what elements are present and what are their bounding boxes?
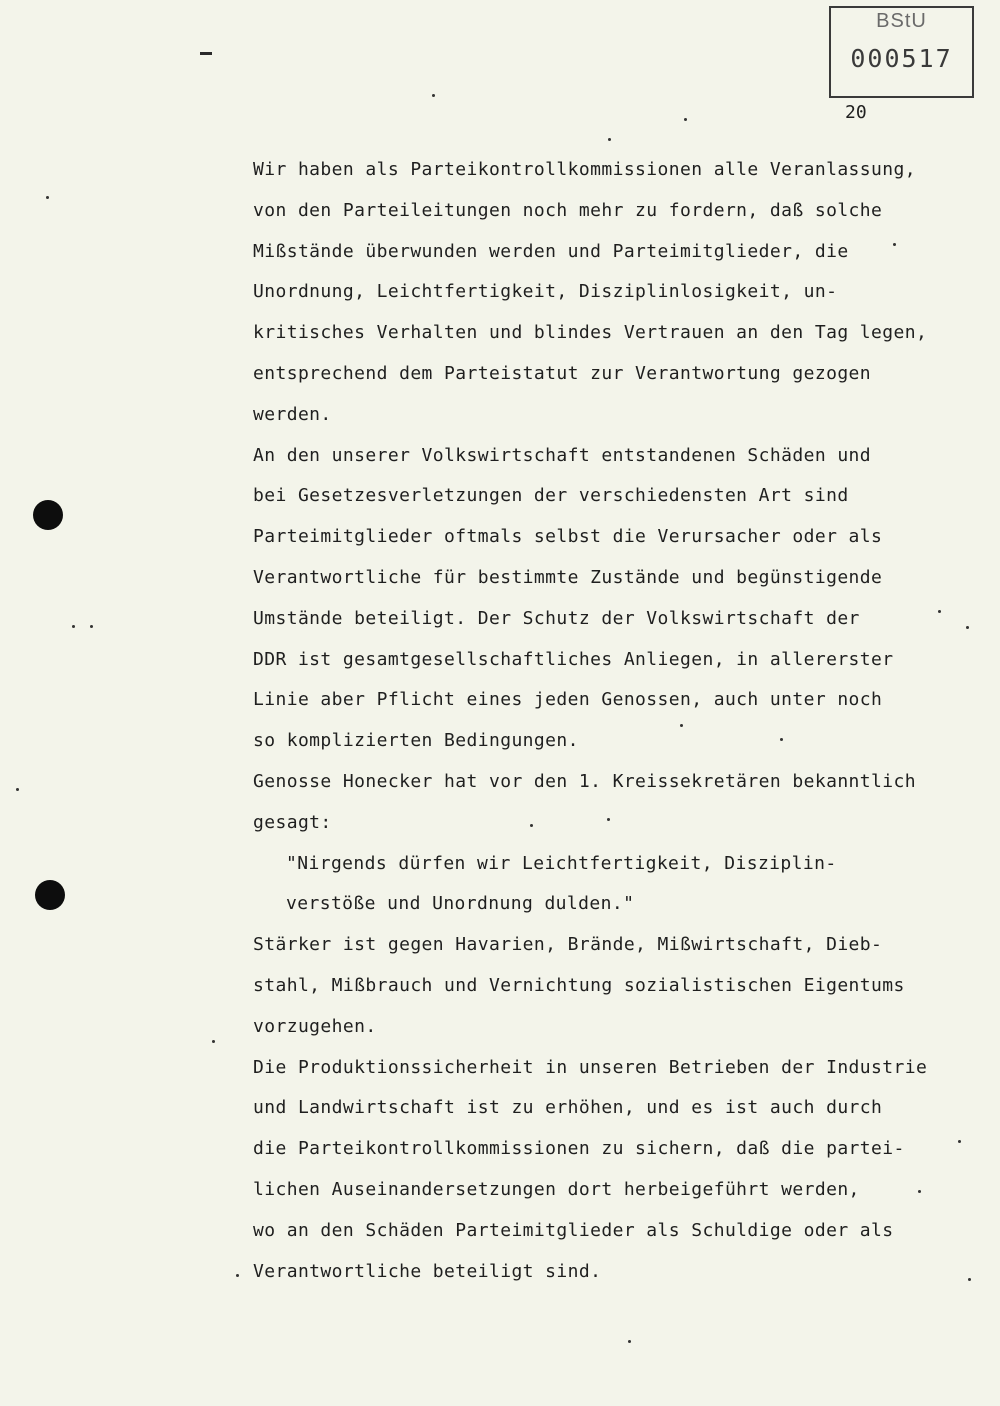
text-line: lichen Auseinandersetzungen dort herbeigeführt werden, <box>253 1178 860 1200</box>
quote-line: verstöße und Unordnung dulden." <box>286 893 635 915</box>
scan-speck <box>236 1274 239 1277</box>
text-line: DDR ist gesamtgesellschaftliches Anliegen, in allererster <box>253 648 894 670</box>
stamp-archive-label: BStU <box>876 10 927 32</box>
text-line: Linie aber Pflicht eines jeden Genossen, auch unter noch <box>253 689 883 711</box>
text-line: entsprechend dem Parteistatut zur Verantwortung gezogen <box>253 362 872 384</box>
page-number: 20 <box>845 102 867 123</box>
text-line: Wir haben als Parteikontrollkommissionen alle Veranlassung, <box>253 159 916 180</box>
text-line: vorzugehen. <box>253 1015 377 1037</box>
text-line: Genosse Honecker hat vor den 1. Kreissekretären bekanntlich <box>253 770 916 792</box>
text-line: wo an den Schäden Parteimitglieder als Schuldige oder als <box>253 1219 894 1241</box>
text-line: so komplizierten Bedingungen. <box>253 730 579 752</box>
text-line: An den unserer Volkswirtschaft entstandenen Schäden und <box>253 444 872 466</box>
scan-speck <box>72 625 75 628</box>
text-line: Umstände beteiligt. Der Schutz der Volkswirtschaft der <box>253 607 860 629</box>
stamp-archive-number: 000517 <box>850 44 953 73</box>
text-line: gesagt: <box>253 811 332 833</box>
archive-stamp <box>829 6 974 98</box>
text-line: bei Gesetzesverletzungen der verschiedensten Art sind <box>253 485 849 507</box>
text-line: kritisches Verhalten und blindes Vertrauen an den Tag legen, <box>253 322 928 344</box>
text-line: von den Parteileitungen noch mehr zu fordern, daß solche <box>253 199 883 221</box>
scan-speck <box>16 788 19 791</box>
text-line: stahl, Mißbrauch und Vernichtung sozialistischen Eigentums <box>253 974 905 996</box>
scan-speck <box>628 1340 631 1343</box>
text-line: Verantwortliche beteiligt sind. <box>253 1260 602 1282</box>
text-line: Stärker ist gegen Havarien, Brände, Mißwirtschaft, Dieb- <box>253 934 883 956</box>
scan-speck <box>212 1040 215 1043</box>
scan-speck <box>432 94 435 97</box>
quote-line: "Nirgends dürfen wir Leichtfertigkeit, Disziplin- <box>286 852 837 874</box>
text-line: Die Produktionssicherheit in unseren Betrieben der Industrie <box>253 1056 928 1078</box>
text-line: Parteimitglieder oftmals selbst die Verursacher oder als <box>253 526 883 548</box>
document-body <box>253 150 973 1292</box>
scan-speck <box>46 196 49 199</box>
scan-speck <box>684 118 687 121</box>
punch-hole-bottom <box>35 880 65 910</box>
text-line: Mißstände überwunden werden und Parteimitglieder, die <box>253 240 849 262</box>
text-line: Verantwortliche für bestimmte Zustände und begünstigende <box>253 566 883 588</box>
text-line: Unordnung, Leichtfertigkeit, Disziplinlosigkeit, un- <box>253 281 838 303</box>
scan-speck <box>608 138 611 141</box>
text-line: die Parteikontrollkommissionen zu sichern, daß die partei- <box>253 1138 905 1160</box>
scan-speck <box>90 625 93 628</box>
punch-hole-top <box>33 500 63 530</box>
text-line: werden. <box>253 403 332 425</box>
margin-dash-mark <box>200 52 212 55</box>
text-line: und Landwirtschaft ist zu erhöhen, und es ist auch durch <box>253 1097 883 1119</box>
